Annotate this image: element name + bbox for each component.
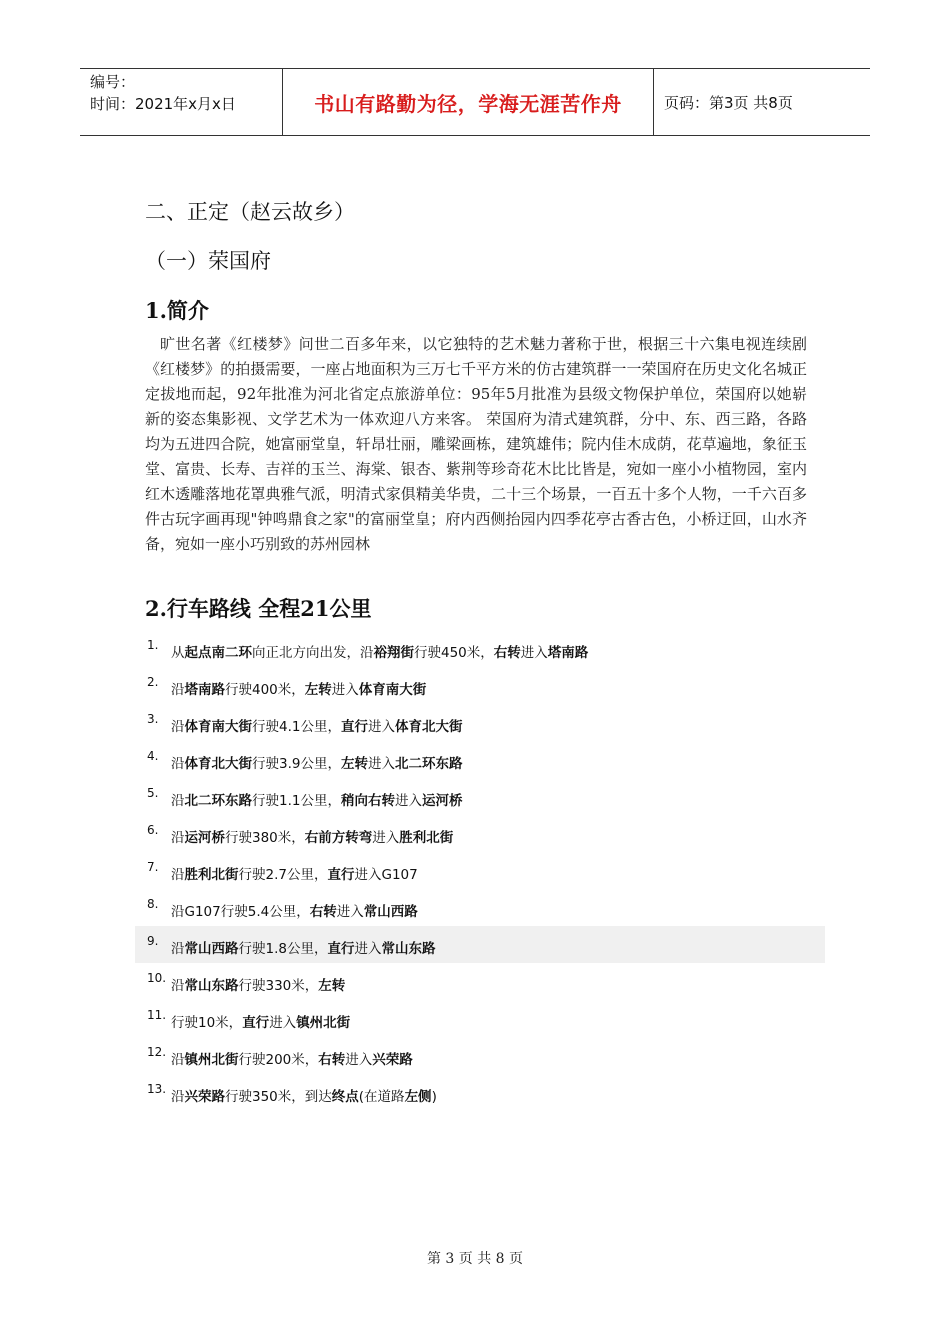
step-segment: 沿 xyxy=(171,978,185,994)
route-step xyxy=(135,667,825,704)
step-keyword: 左转 xyxy=(304,682,332,698)
step-segment: 进入 xyxy=(331,682,359,698)
step-segment: 沿 xyxy=(171,867,185,883)
route-step xyxy=(135,778,825,815)
step-segment: 行驶330米， xyxy=(238,978,319,994)
step-keyword: 右前方转弯 xyxy=(304,830,373,846)
step-number: 8. xyxy=(147,897,159,911)
step-keyword: 北二环东路 xyxy=(394,756,463,772)
step-number: 6. xyxy=(147,823,159,837)
step-keyword: 右转 xyxy=(318,1052,346,1068)
section-title: 二、正定（赵云故乡） xyxy=(145,200,355,224)
step-text xyxy=(171,678,426,698)
step-text xyxy=(171,1011,350,1031)
step-segment: 沿 xyxy=(171,756,185,772)
step-text xyxy=(171,937,435,957)
step-segment: 进入 xyxy=(345,1052,373,1068)
step-keyword: 左转 xyxy=(340,756,368,772)
step-keyword: 塔南路 xyxy=(547,645,589,661)
step-keyword: 直行 xyxy=(327,941,355,957)
step-segment: 沿 xyxy=(171,719,185,735)
step-segment: 行驶200米， xyxy=(238,1052,319,1068)
step-keyword: 体育北大街 xyxy=(184,756,252,772)
step-segment: 行驶1.8公里， xyxy=(238,941,328,957)
step-keyword: 稍向右转 xyxy=(340,793,395,809)
step-segment: 行驶450米， xyxy=(414,645,494,661)
header-motto: 书山有路勤为径，学海无涯苦作舟 xyxy=(282,69,654,136)
step-number: 10. xyxy=(147,971,167,985)
step-keyword: 右转 xyxy=(309,904,337,920)
page-header xyxy=(80,68,870,136)
step-number: 2. xyxy=(147,675,159,689)
header-meta xyxy=(80,69,282,136)
route-step xyxy=(135,1074,825,1111)
step-keyword: 体育北大街 xyxy=(394,719,463,735)
step-segment: 行驶3.9公里， xyxy=(252,756,341,772)
route-step xyxy=(135,963,825,1000)
step-number: 5. xyxy=(147,786,159,800)
step-segment: 进入 xyxy=(269,1015,297,1031)
step-keyword: 塔南路 xyxy=(184,682,225,698)
intro-paragraph: 旷世名著《红楼梦》问世二百多年来，以它独特的艺术魅力著称于世，根据三十六集电视连续剧《红楼梦》的拍摄需要，一座占地面积为三万七千平方米的仿古建筑群一一荣国府在历史文化名城正定拔地而起，92年批准为河北省定点旅游单位：95年5月批准为县级文物保护单位，荣国府以她崭新的姿态集影视、文学艺术为一体欢迎八方来客。 荣国府为清式建筑群，分中、东、西三路，各路均为五进四合院，她富丽堂皇，轩昂壮丽，雕梁画栋，建筑雄伟；院内佳木成荫，花草遍地，象征玉堂、富贵、长寿、吉祥的玉兰、海棠、银杏、紫荆等珍奇花木比比皆是，宛如一座小小植物园，室内红木透雕落地花罩典雅气派，明清式家俱精美华贵，二十三个场景，一百五十多个人物，一千六百多件古玩字画再现"钟鸣鼎食之家"的富丽堂皇；府内西侧抬园内四季花亭古香古色，小桥迂回，山水齐备，宛如一座小巧别致的苏州园林 xyxy=(145,335,807,553)
step-segment: 沿G107行驶5.4公里， xyxy=(171,904,310,920)
step-keyword: 运河桥 xyxy=(421,793,463,809)
route-step xyxy=(135,630,825,667)
route-step xyxy=(135,704,825,741)
step-segment: 行驶350米，到达 xyxy=(225,1089,332,1105)
step-segment: 进入G107 xyxy=(354,867,418,883)
route-steps xyxy=(135,630,825,1111)
step-segment: 行驶2.7公里， xyxy=(238,867,328,883)
step-keyword: 左侧 xyxy=(404,1089,432,1105)
step-keyword: 体育南大街 xyxy=(184,719,252,735)
route-step xyxy=(135,815,825,852)
route-step xyxy=(135,1000,825,1037)
step-number: 11. xyxy=(147,1008,167,1022)
step-segment: 沿 xyxy=(171,1089,185,1105)
step-segment: ) xyxy=(431,1089,437,1105)
step-text xyxy=(171,974,345,994)
step-text xyxy=(171,1048,413,1068)
step-segment: 向正北方向出发，沿 xyxy=(252,645,374,661)
step-keyword: 终点 xyxy=(331,1089,359,1105)
step-segment: (在道路 xyxy=(358,1089,405,1105)
step-keyword: 兴荣路 xyxy=(184,1089,225,1105)
step-segment: 沿 xyxy=(171,1052,185,1068)
step-segment: 行驶380米， xyxy=(225,830,305,846)
step-text xyxy=(171,900,418,920)
route-step xyxy=(135,926,825,963)
step-keyword: 镇州北街 xyxy=(296,1015,351,1031)
step-keyword: 胜利北街 xyxy=(399,830,454,846)
route-step xyxy=(135,889,825,926)
step-keyword: 直行 xyxy=(242,1015,270,1031)
step-keyword: 运河桥 xyxy=(184,830,225,846)
header-page-label: 页码：第3页 共8页 xyxy=(664,94,793,112)
step-keyword: 常山东路 xyxy=(184,978,239,994)
step-segment: 行驶4.1公里， xyxy=(252,719,341,735)
step-segment: 沿 xyxy=(171,682,185,698)
step-keyword: 体育南大街 xyxy=(358,682,427,698)
step-segment: 进入 xyxy=(336,904,364,920)
step-keyword: 镇州北街 xyxy=(184,1052,239,1068)
subsection-title: （一）荣国府 xyxy=(145,249,271,273)
step-number: 9. xyxy=(147,934,159,948)
route-heading: 2.行车路线 全程21公里 xyxy=(145,596,372,621)
step-text xyxy=(171,715,462,735)
step-segment: 沿 xyxy=(171,830,185,846)
step-keyword: 北二环东路 xyxy=(184,793,252,809)
route-step xyxy=(135,852,825,889)
time-label: 时间：2021年x月x日 xyxy=(90,95,236,113)
step-text xyxy=(171,1085,437,1105)
step-keyword: 右转 xyxy=(493,645,521,661)
route-step xyxy=(135,1037,825,1074)
step-number: 7. xyxy=(147,860,159,874)
step-segment: 进入 xyxy=(354,941,382,957)
step-segment: 进入 xyxy=(520,645,548,661)
step-keyword: 直行 xyxy=(340,719,368,735)
step-segment: 沿 xyxy=(171,793,185,809)
step-number: 3. xyxy=(147,712,159,726)
step-number: 12. xyxy=(147,1045,167,1059)
step-text xyxy=(171,789,462,809)
step-number: 13. xyxy=(147,1082,167,1096)
route-step xyxy=(135,741,825,778)
step-text xyxy=(171,752,462,772)
step-segment: 行驶1.1公里， xyxy=(252,793,341,809)
intro-heading: 1.简介 xyxy=(145,298,209,323)
step-keyword: 起点南二环 xyxy=(184,645,252,661)
step-keyword: 常山西路 xyxy=(363,904,418,920)
step-segment: 行驶400米， xyxy=(225,682,305,698)
page-footer: 第 3 页 共 8 页 xyxy=(426,1251,524,1267)
step-segment: 行驶10米， xyxy=(171,1015,243,1031)
step-keyword: 裕翔街 xyxy=(373,645,414,661)
step-segment: 沿 xyxy=(171,941,185,957)
step-keyword: 常山西路 xyxy=(184,941,239,957)
step-segment: 进入 xyxy=(394,793,422,809)
step-text xyxy=(171,826,453,846)
step-segment: 从 xyxy=(171,645,185,661)
step-segment: 进入 xyxy=(372,830,400,846)
step-text xyxy=(171,641,588,661)
step-keyword: 胜利北街 xyxy=(184,867,239,883)
code-label: 编号： xyxy=(90,73,136,91)
step-keyword: 左转 xyxy=(318,978,346,994)
step-text xyxy=(171,863,418,883)
step-number: 4. xyxy=(147,749,159,763)
step-keyword: 兴荣路 xyxy=(372,1052,413,1068)
step-number: 1. xyxy=(147,638,159,652)
step-segment: 进入 xyxy=(367,756,395,772)
step-keyword: 直行 xyxy=(327,867,355,883)
step-segment: 进入 xyxy=(367,719,395,735)
step-keyword: 常山东路 xyxy=(381,941,436,957)
